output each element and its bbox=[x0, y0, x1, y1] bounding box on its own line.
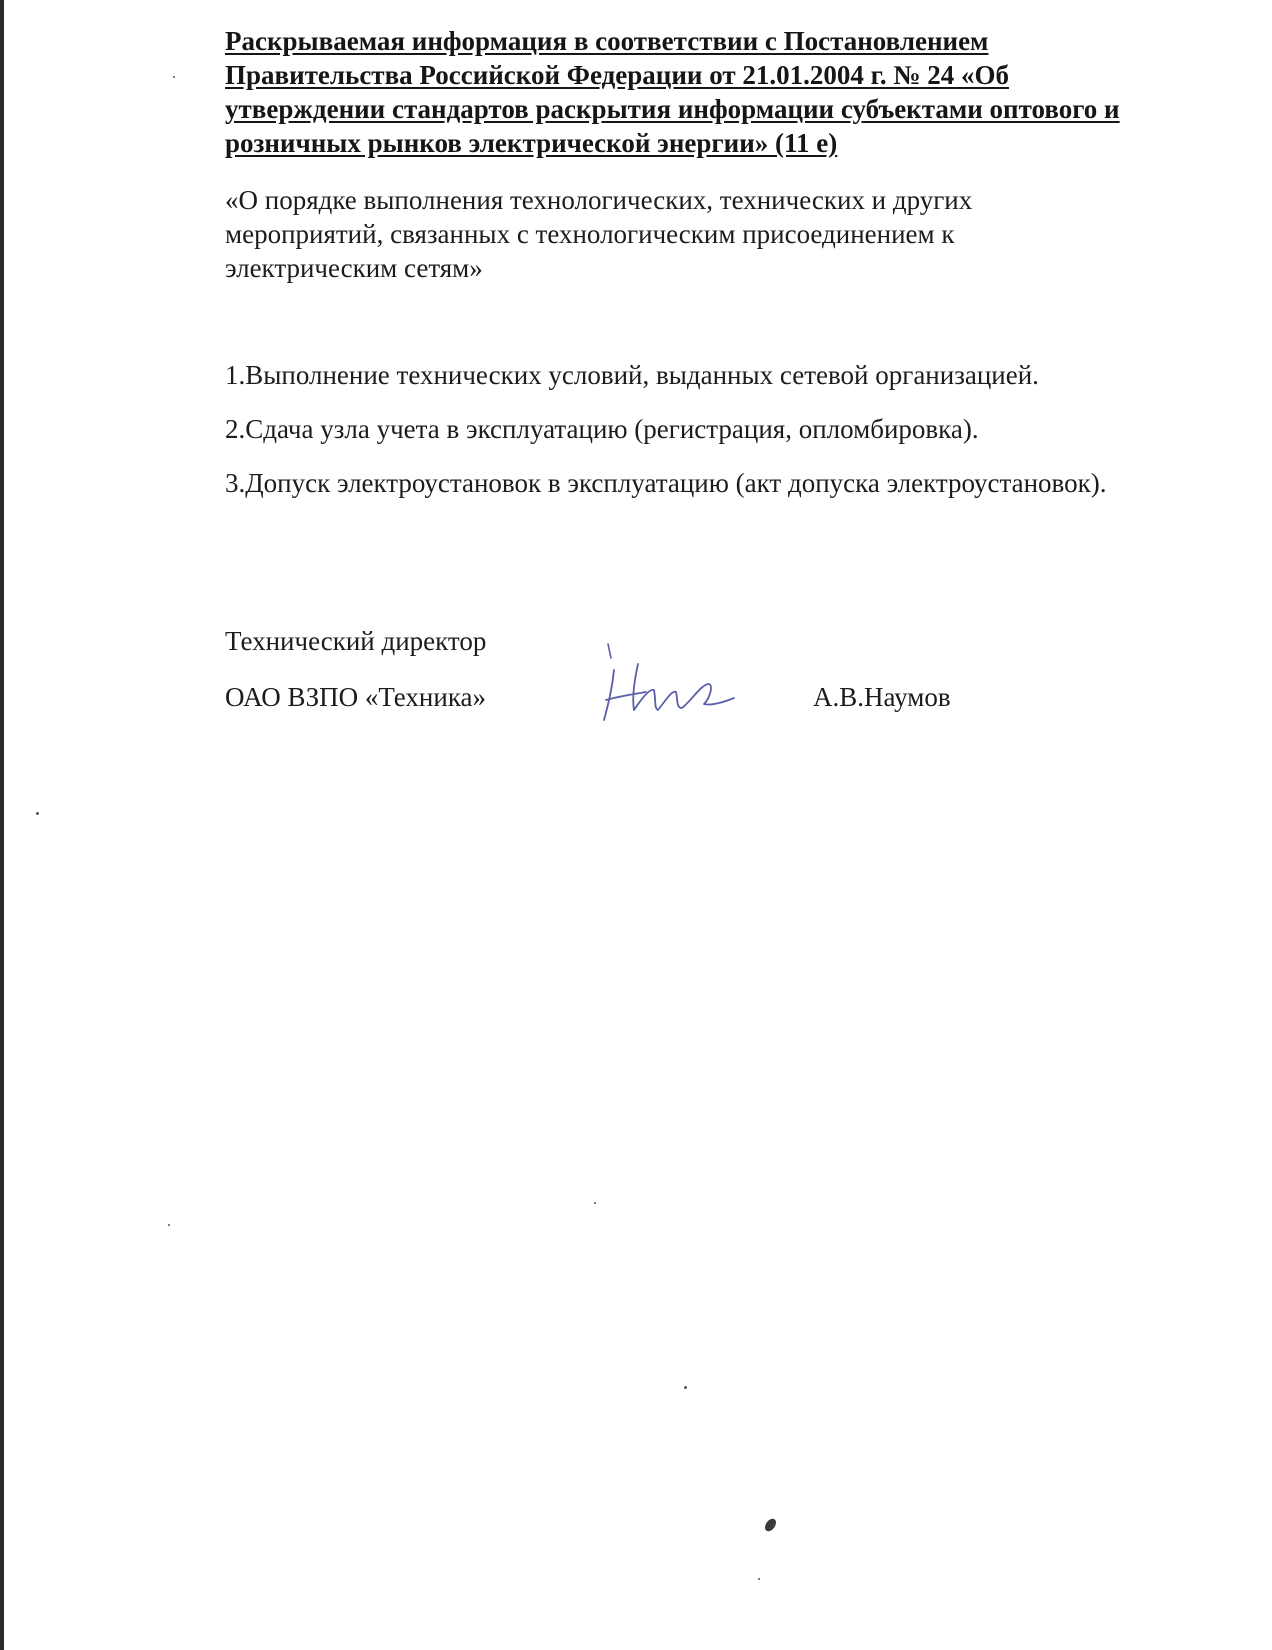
scan-speck bbox=[594, 1202, 596, 1204]
subject-line: электрическим сетям» bbox=[225, 253, 483, 283]
step-item: 3.Допуск электроустановок в эксплуатацию (акт допуска электроустановок). bbox=[225, 468, 1107, 498]
scan-speck bbox=[36, 812, 39, 815]
document-subject bbox=[225, 183, 1085, 285]
step-item: 2.Сдача узла учета в эксплуатацию (регистрация, опломбировка). bbox=[225, 414, 979, 444]
handwritten-signature bbox=[600, 640, 740, 730]
signatory-name: А.В.Наумов bbox=[813, 682, 951, 712]
step-item: 1.Выполнение технических условий, выданных сетевой организацией. bbox=[225, 360, 1039, 390]
subject-line: «О порядке выполнения технологических, технических и других bbox=[225, 185, 973, 215]
subject-line: мероприятий, связанных с технологическим присоединением к bbox=[225, 219, 955, 249]
scan-speck bbox=[758, 1578, 760, 1580]
heading-line: Раскрываемая информация в соответствии с Постановлением bbox=[225, 26, 989, 56]
heading-line: розничных рынков электрической энергии» (11 е) bbox=[225, 128, 838, 158]
scan-speck bbox=[168, 1224, 170, 1226]
heading-line: утверждении стандартов раскрытия информации субъектами оптового и bbox=[225, 94, 1120, 124]
scan-edge bbox=[0, 0, 4, 1650]
scan-speck bbox=[763, 1517, 778, 1534]
steps-list bbox=[225, 358, 1106, 520]
signatory-title: Технический директор bbox=[225, 626, 487, 656]
scan-speck bbox=[173, 76, 175, 78]
heading-line: Правительства Российской Федерации от 21.01.2004 г. № 24 «Об bbox=[225, 60, 1009, 90]
scan-speck bbox=[684, 1386, 687, 1389]
document-heading bbox=[225, 24, 1235, 160]
signatory-organization: ОАО ВЗПО «Техника» bbox=[225, 682, 487, 712]
